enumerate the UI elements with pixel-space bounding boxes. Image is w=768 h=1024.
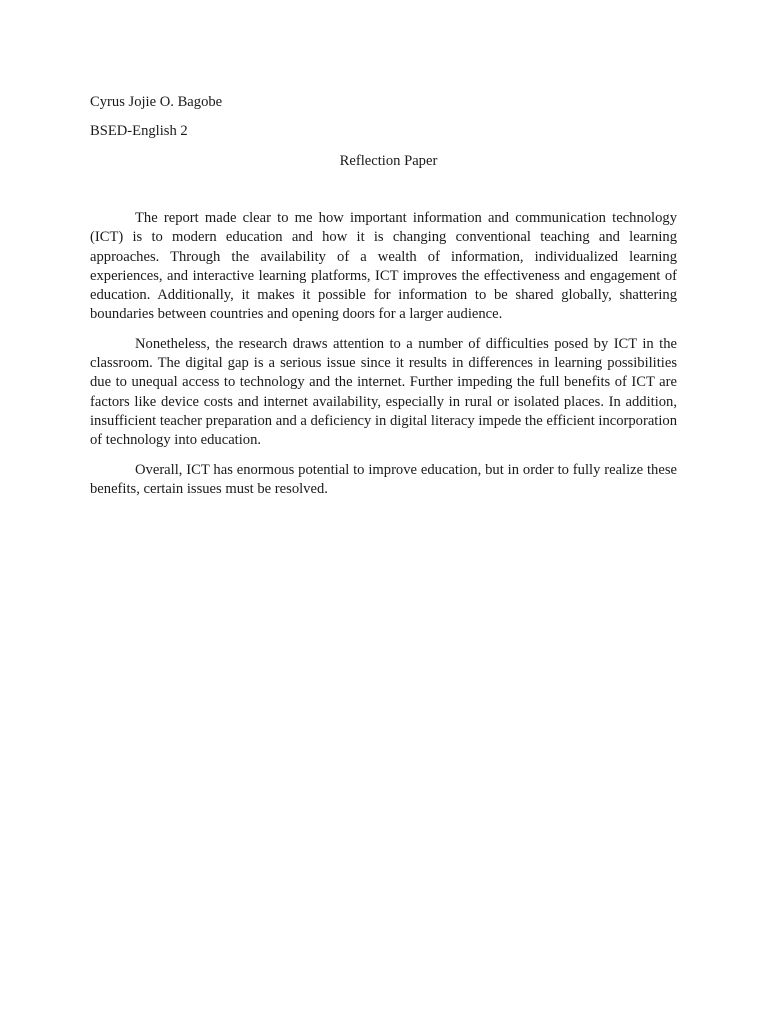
paragraph-3: Overall, ICT has enormous potential to improve education, but in order to fully realize these benefits, certain issues must be resolved. (90, 461, 677, 497)
paragraph-2: Nonetheless, the research draws attention to a number of difficulties posed by ICT in the classroom. The digital gap is a serious issue since it results in differences in learning possibilities due to unequal access to technology and the internet. Further impeding the full benefits of ICT are factors like device costs and internet availability, especially in rural or isolated places. In addition, insufficient teacher preparation and a deficiency in digital literacy impede the efficient incorporation of technology into education. (90, 335, 678, 449)
document-body (90, 92, 677, 509)
document-title: Reflection Paper (339, 153, 438, 169)
paragraph-1: The report made clear to me how important information and communication technology (ICT) is to modern education and how it is changing conventional teaching and learning approaches. Through the availability of a wealth of information, individualized learning experiences, and interactive learning platforms, ICT improves the effectiveness and engagement of education. Additionally, it makes it possible for information to be shared globally, shattering boundaries between countries and opening doors for a larger audience. (90, 210, 677, 323)
course-label: BSED-English 2 (90, 123, 188, 139)
author-name: Cyrus Jojie O. Bagobe (90, 94, 223, 110)
